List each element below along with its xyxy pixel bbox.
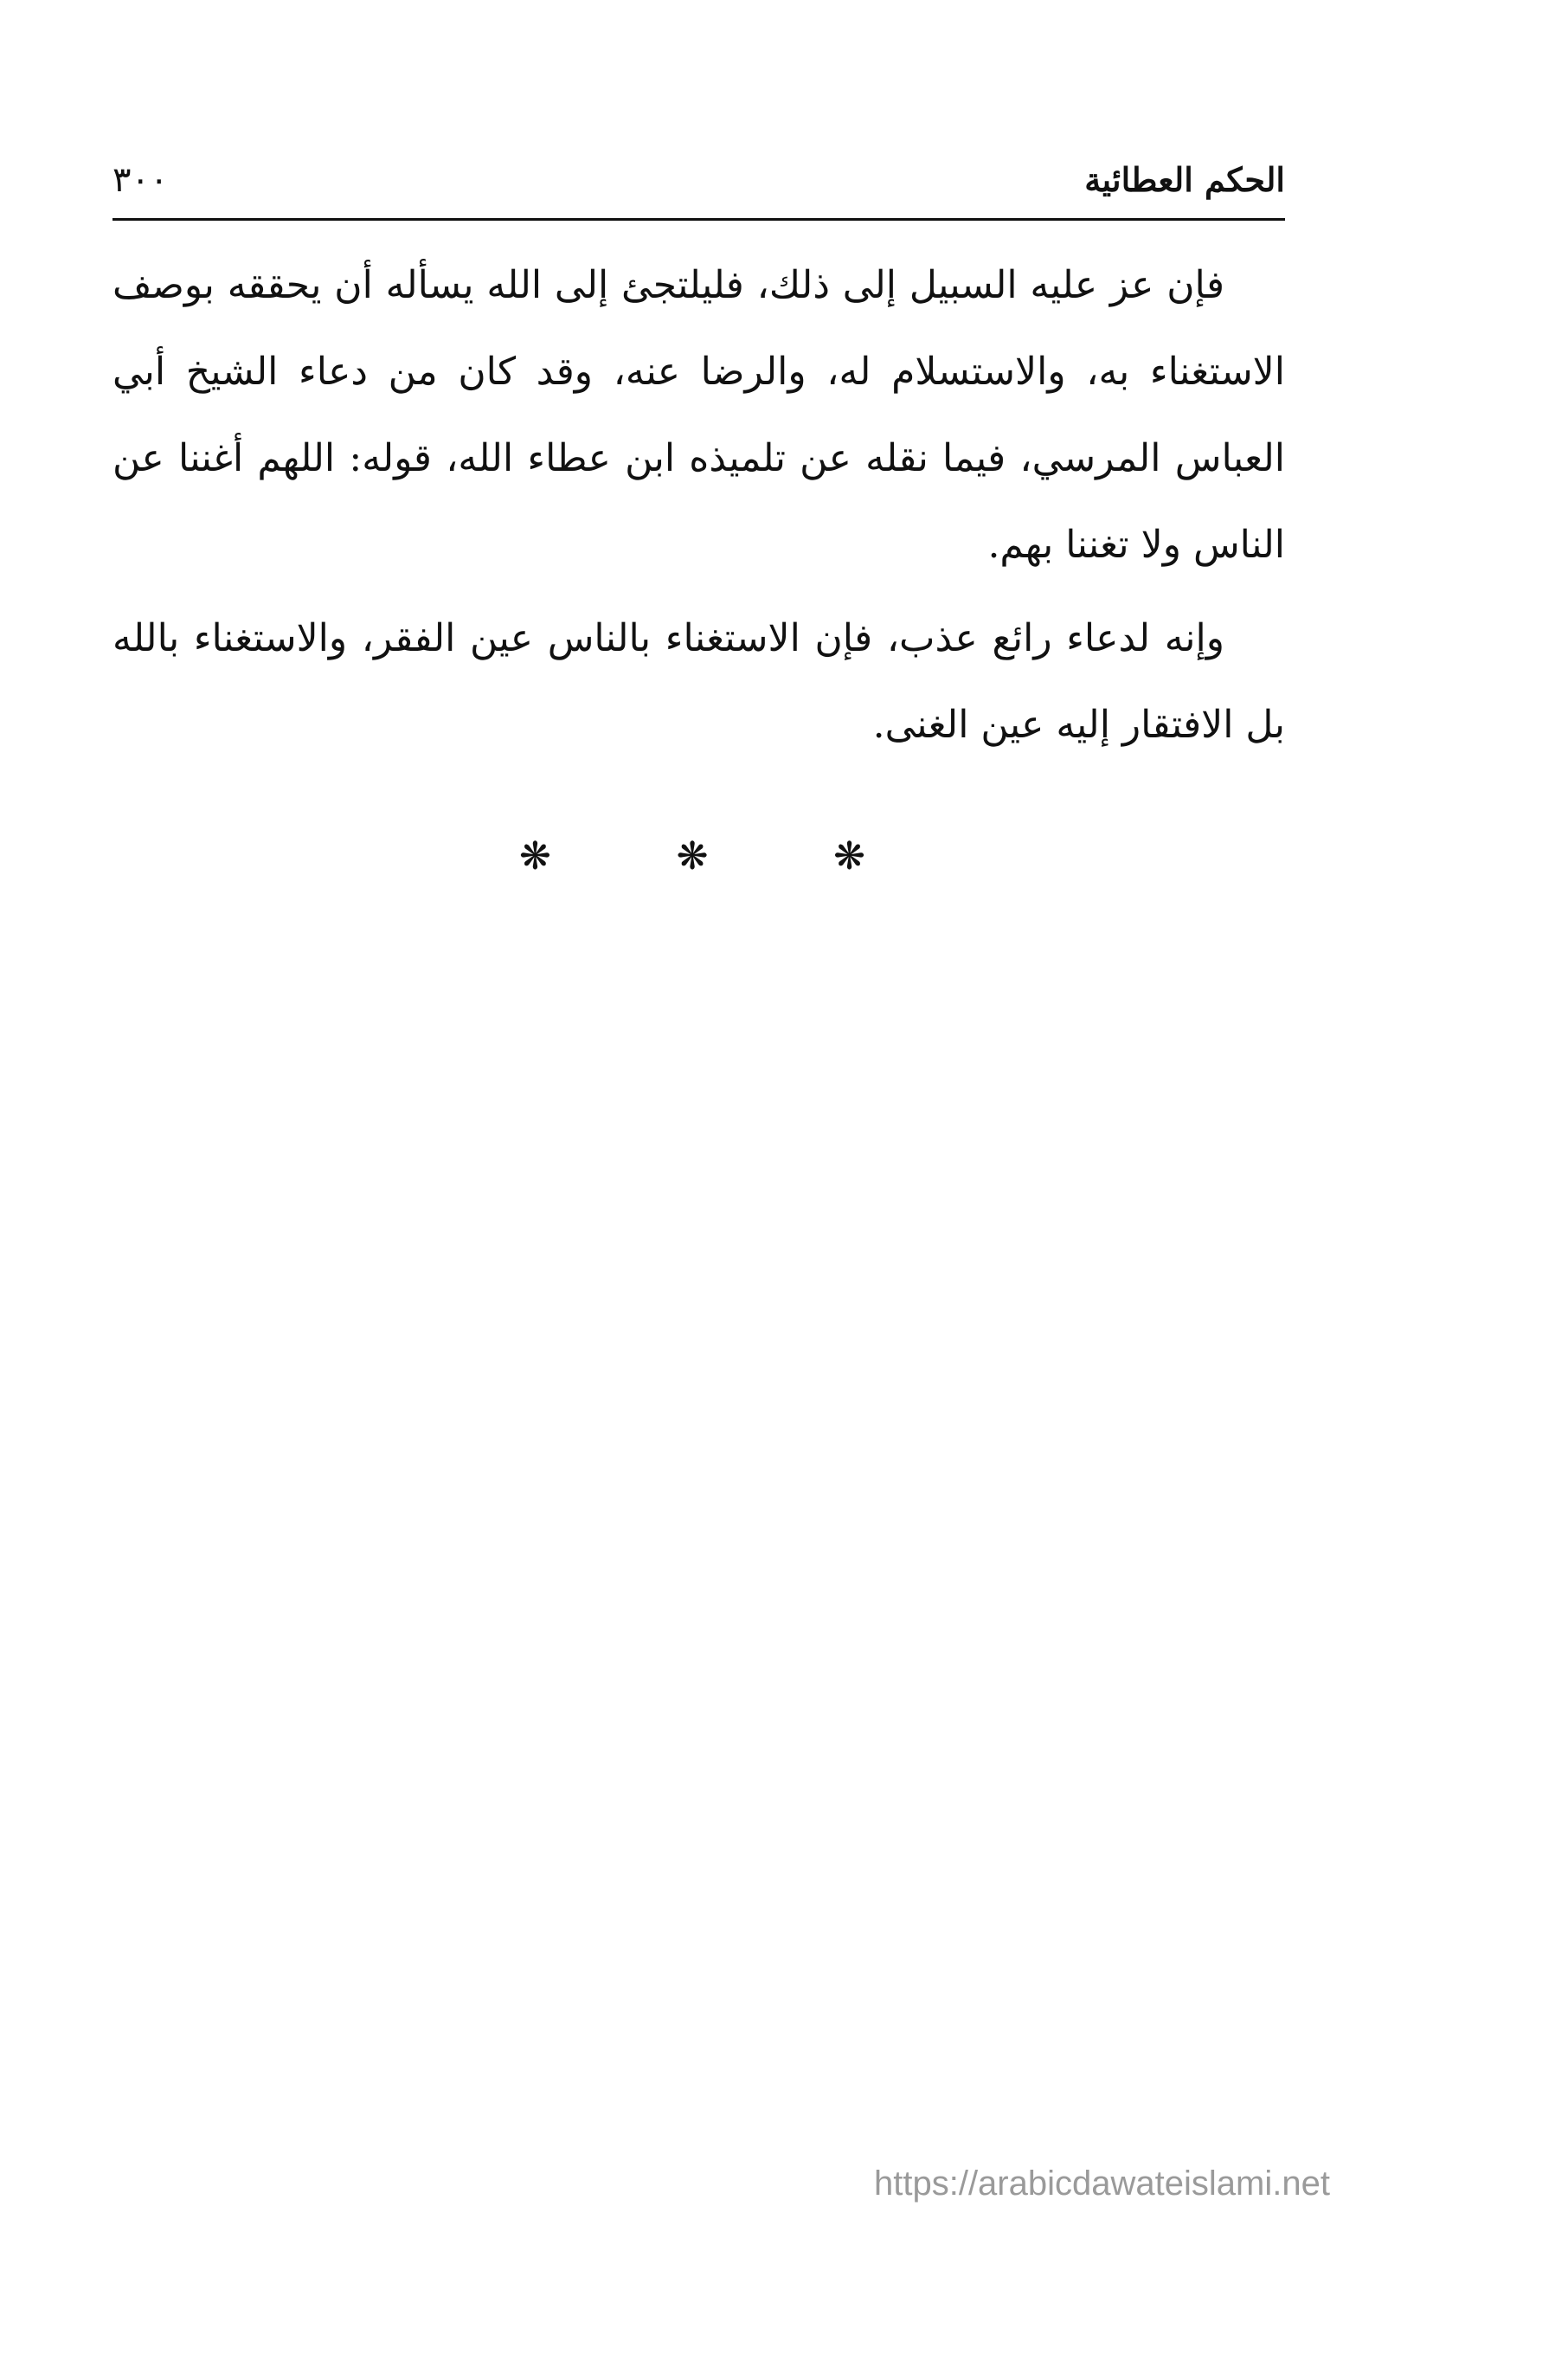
main-text bbox=[112, 242, 1285, 769]
paragraph-2: وإنه لدعاء رائع عذب، فإن الاستغناء بالناس عين الفقر، والاستغناء بالله بل الافتقار إليه عين الغنى. bbox=[112, 616, 1285, 747]
section-separator bbox=[519, 827, 865, 887]
page-header bbox=[112, 154, 1285, 215]
page-number: ٣٠٠ bbox=[112, 160, 169, 200]
asterisk-icon: ❋ bbox=[833, 834, 865, 878]
paragraph-1: فإن عز عليه السبيل إلى ذلك، فليلتجئ إلى الله يسأله أن يحققه بوصف الاستغناء به، والاستسلام له، والرضا عنه، وقد كان من دعاء الشيخ أبي العباس المرسي، فيما نقله عن تلميذه ابن عطاء الله، قوله: اللهم أغننا عن الناس ولا تغننا بهم. bbox=[112, 263, 1285, 567]
source-url[interactable]: https://arabicdawateislami.net bbox=[874, 2164, 1330, 2203]
asterisk-icon: ❋ bbox=[676, 834, 709, 878]
header-divider bbox=[112, 218, 1285, 221]
running-title: الحكم العطائية bbox=[1084, 160, 1285, 199]
asterisk-icon: ❋ bbox=[519, 834, 551, 878]
